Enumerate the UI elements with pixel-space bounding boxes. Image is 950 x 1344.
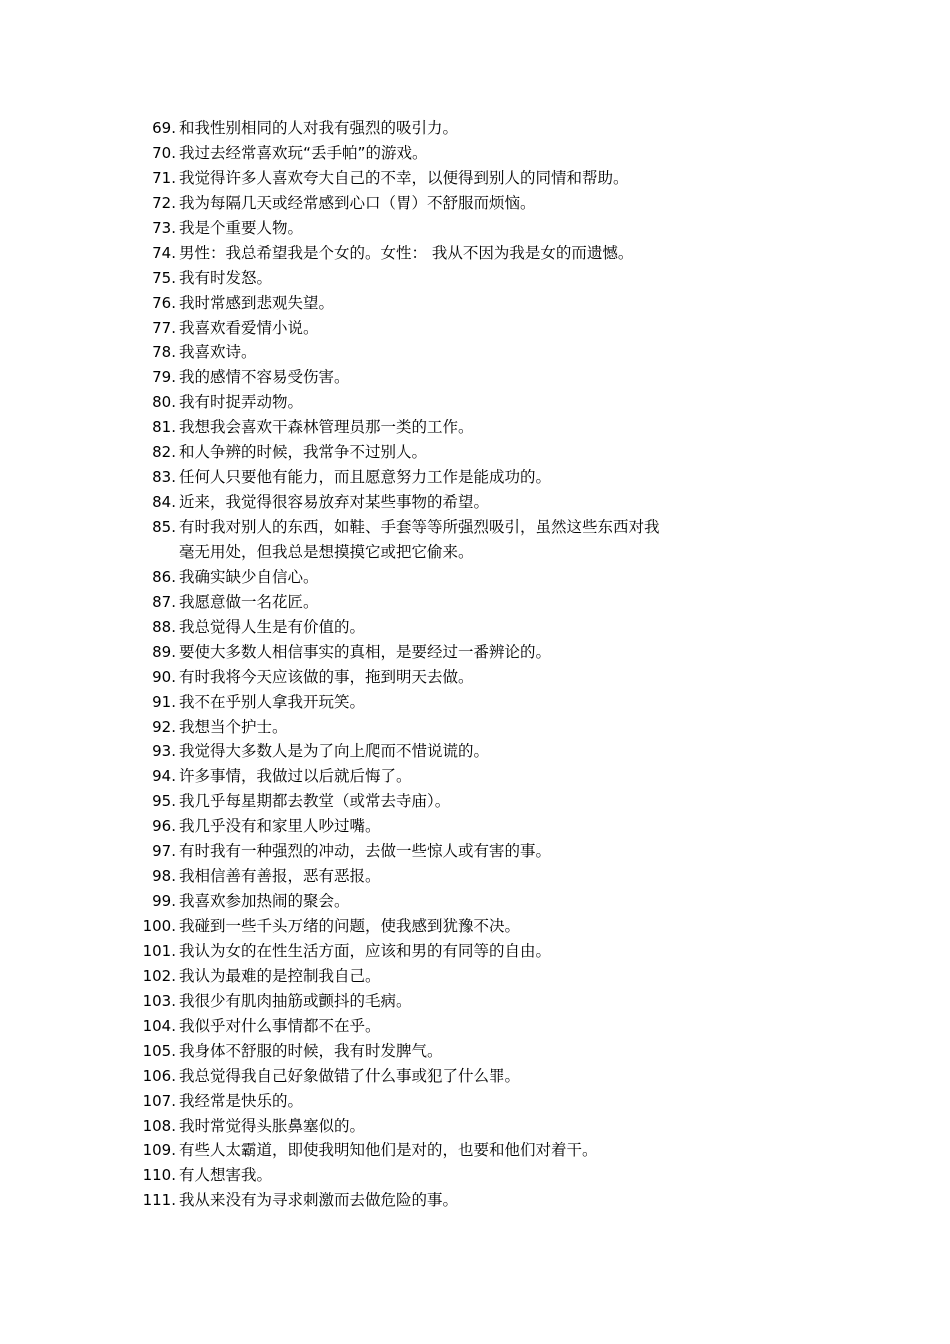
item-number: 92. [152,717,176,736]
list-item [0,590,950,615]
item-text: 我总觉得我自己好象做错了什么事或犯了什么罪。 [179,1066,521,1085]
item-number: 91. [152,692,176,711]
item-number: 78. [152,343,176,362]
item-number: 87. [152,592,176,611]
list-item [0,365,950,390]
item-number: 81. [152,418,176,437]
list-item [0,989,950,1014]
list-item [0,615,950,640]
list-item [0,864,950,889]
list-item [0,440,950,465]
item-number: 73. [152,218,176,237]
list-item [0,1014,950,1039]
item-number: 111. [142,1191,176,1210]
item-text: 我不在乎别人拿我开玩笑。 [179,692,366,711]
list-item [0,964,950,989]
list-item [0,739,950,764]
list-item [0,914,950,939]
list-item [0,515,950,565]
item-text: 有时我有一种强烈的冲动，去做一些惊人或有害的事。 [179,842,552,861]
list-item [0,565,950,590]
item-text: 我似乎对什么事情都不在乎。 [179,1016,381,1035]
list-item [0,1138,950,1163]
item-number: 102. [142,966,176,985]
item-text: 我愿意做一名花匠。 [179,592,319,611]
item-text: 我觉得许多人喜欢夸大自己的不幸，以便得到别人的同情和帮助。 [179,168,629,187]
item-text: 我经常是快乐的。 [179,1091,304,1110]
list-item [0,690,950,715]
item-text: 许多事情，我做过以后就后悔了。 [179,767,412,786]
item-number: 106. [142,1066,176,1085]
item-number: 109. [142,1141,176,1160]
item-number: 99. [152,892,176,911]
list-item [0,241,950,266]
item-number: 76. [152,293,176,312]
item-text: 我身体不舒服的时候，我有时发脾气。 [179,1041,443,1060]
item-text: 和人争辨的时候，我常争不过别人。 [179,443,428,462]
list-item [0,889,950,914]
item-number: 89. [152,642,176,661]
list-item [0,715,950,740]
item-number: 84. [152,493,176,512]
item-number: 74. [152,243,176,262]
item-number: 88. [152,617,176,636]
item-number: 82. [152,443,176,462]
item-text: 我认为女的在性生活方面，应该和男的有同等的自由。 [179,941,552,960]
item-number: 71. [152,168,176,187]
list-item [0,839,950,864]
item-text: 我相信善有善报，恶有恶报。 [179,867,381,886]
item-text: 我的感情不容易受伤害。 [179,368,350,387]
item-number: 94. [152,767,176,786]
item-text: 和我性别相同的人对我有强烈的吸引力。 [179,119,459,137]
item-number: 96. [152,817,176,836]
list-item [0,116,950,141]
item-text: 要使大多数人相信事实的真相，是要经过一番辨论的。 [179,642,552,661]
item-text: 我过去经常喜欢玩“丢手帕”的游戏。 [179,143,428,162]
item-number: 72. [152,193,176,212]
list-item [0,1089,950,1114]
list-item [0,1114,950,1139]
item-text: 我有时捉弄动物。 [179,393,304,412]
list-item [0,490,950,515]
list-item [0,789,950,814]
item-text: 我时常觉得头胀鼻塞似的。 [179,1116,366,1135]
item-text: 我喜欢参加热闹的聚会。 [179,892,350,911]
list-item [0,166,950,191]
item-text: 我想我会喜欢干森林管理员那一类的工作。 [179,418,474,437]
item-text: 我觉得大多数人是为了向上爬而不惜说谎的。 [179,742,490,761]
item-number: 97. [152,842,176,861]
item-text: 我确实缺少自信心。 [179,567,319,586]
list-item [0,1163,950,1188]
list-item [0,939,950,964]
item-text: 有些人太霸道，即使我明知他们是对的，也要和他们对着干。 [179,1141,598,1160]
list-item [0,191,950,216]
list-item [0,640,950,665]
item-text: 我总觉得人生是有价值的。 [179,617,366,636]
item-number: 75. [152,268,176,287]
item-number: 95. [152,792,176,811]
item-text: 我碰到一些千头万绪的问题，使我感到犹豫不决。 [179,917,521,936]
item-number: 80. [152,393,176,412]
list-item [0,316,950,341]
item-number: 86. [152,567,176,586]
item-number: 103. [142,991,176,1010]
item-number: 69. [152,119,176,137]
item-text: 毫无用处，但我总是想摸摸它或把它偷来。 [179,542,474,561]
item-text: 我有时发怒。 [179,268,273,287]
item-number: 70. [152,143,176,162]
question-list [0,116,950,1213]
item-number: 77. [152,318,176,337]
item-number: 110. [142,1166,176,1185]
item-text: 我喜欢看爱情小说。 [179,318,319,337]
item-text: 我几乎没有和家里人吵过嘴。 [179,817,381,836]
item-number: 107. [142,1091,176,1110]
list-item [0,390,950,415]
item-text: 有时我对别人的东西，如鞋、手套等等所强烈吸引，虽然这些东西对我 [179,518,660,536]
item-text: 我是个重要人物。 [179,218,304,237]
list-item [0,465,950,490]
item-number: 108. [142,1116,176,1135]
list-item [0,340,950,365]
item-text: 男性：我总希望我是个女的。女性： 我从不因为我是女的而遗憾。 [179,243,634,262]
item-number: 100. [142,917,176,936]
list-item [0,1188,950,1213]
list-item [0,1064,950,1089]
item-text: 近来，我觉得很容易放弃对某些事物的希望。 [179,493,490,512]
list-item [0,814,950,839]
item-text: 我从来没有为寻求刺激而去做危险的事。 [179,1191,459,1210]
item-number: 101. [142,941,176,960]
item-text: 我很少有肌肉抽筋或颤抖的毛病。 [179,991,412,1010]
list-item [0,1039,950,1064]
list-item [0,665,950,690]
item-text: 我为每隔几天或经常感到心口（胃）不舒服而烦恼。 [179,193,536,212]
item-number: 79. [152,368,176,387]
list-item [0,415,950,440]
item-text: 我喜欢诗。 [179,343,257,362]
item-number: 105. [142,1041,176,1060]
item-text: 有时我将今天应该做的事，拖到明天去做。 [179,667,474,686]
item-text: 任何人只要他有能力，而且愿意努力工作是能成功的。 [179,468,552,487]
item-text: 有人想害我。 [179,1166,273,1185]
item-number: 85. [152,518,176,536]
item-number: 98. [152,867,176,886]
item-number: 90. [152,667,176,686]
item-text: 我几乎每星期都去教堂（或常去寺庙）。 [179,792,451,811]
item-number: 83. [152,468,176,487]
list-item [0,764,950,789]
list-item [0,141,950,166]
item-number: 104. [142,1016,176,1035]
item-text: 我认为最难的是控制我自己。 [179,966,381,985]
item-number: 93. [152,742,176,761]
list-item [0,216,950,241]
list-item [0,291,950,316]
item-text: 我时常感到悲观失望。 [179,293,335,312]
list-item [0,266,950,291]
item-text: 我想当个护士。 [179,717,288,736]
